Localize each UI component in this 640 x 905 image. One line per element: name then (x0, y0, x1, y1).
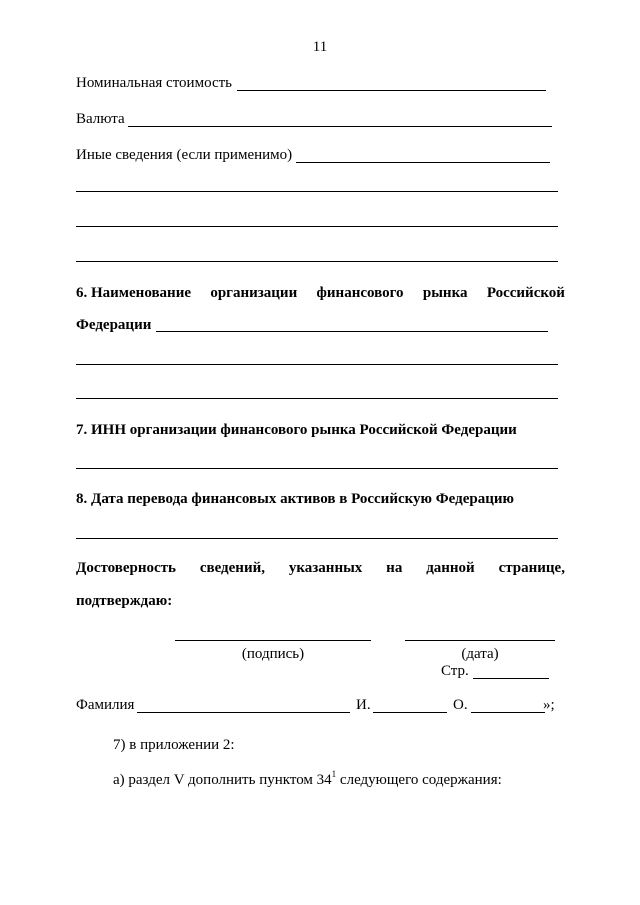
transfer-date-field[interactable] (76, 538, 558, 539)
surname-label: Фамилия (76, 697, 135, 713)
organization-name-line-3[interactable] (76, 398, 558, 399)
organization-name-line-2[interactable] (76, 364, 558, 365)
amendment-item-a (113, 771, 502, 789)
certification-statement (76, 559, 565, 577)
page-number-field[interactable] (473, 678, 549, 679)
section-8-heading: 8. Дата перевода финансовых активов в Российскую Федерацию (76, 491, 514, 507)
other-info-label: Иные сведения (если применимо) (76, 147, 293, 163)
amendment-item-7: 7) в приложении 2: (113, 737, 235, 753)
certification-word: на (386, 560, 403, 576)
certification-word: Достоверность (76, 560, 176, 576)
initial-o-field[interactable] (471, 712, 545, 713)
organization-name-field[interactable] (156, 331, 548, 332)
other-info-field[interactable] (296, 162, 550, 163)
initial-i-field[interactable] (373, 712, 447, 713)
certification-statement-line-2: подтверждаю: (76, 593, 173, 609)
closing-quote: »; (543, 697, 555, 713)
section-6-word: 6. Наименование (76, 285, 191, 301)
date-caption: (дата) (461, 646, 499, 662)
nominal-value-field[interactable] (237, 90, 546, 91)
certification-word: странице, (498, 560, 565, 576)
section-6-heading (76, 284, 565, 302)
signature-field[interactable] (175, 640, 371, 641)
page-label: Стр. (441, 663, 469, 679)
amendment-item-a-text-end: следующего содержания: (336, 772, 502, 788)
section-6-heading-line-2: Федерации (76, 317, 152, 333)
section-6-word: финансового (316, 285, 404, 301)
section-6-word: организации (210, 285, 298, 301)
other-info-line-4[interactable] (76, 261, 558, 262)
currency-label: Валюта (76, 111, 125, 127)
initial-i-label: И. (356, 697, 371, 713)
surname-field[interactable] (137, 712, 350, 713)
other-info-line-2[interactable] (76, 191, 558, 192)
signature-caption: (подпись) (241, 646, 305, 662)
amendment-item-a-text: а) раздел V дополнить пунктом 34 (113, 772, 332, 788)
section-6-word: рынка (422, 285, 468, 301)
inn-field[interactable] (76, 468, 558, 469)
section-7-heading: 7. ИНН организации финансового рынка Российской Федерации (76, 422, 517, 438)
initial-o-label: О. (453, 697, 468, 713)
section-6-word: Российской (486, 285, 565, 301)
other-info-line-3[interactable] (76, 226, 558, 227)
date-field[interactable] (405, 640, 555, 641)
nominal-value-label: Номинальная стоимость (76, 75, 233, 91)
certification-word: сведений, (199, 560, 265, 576)
currency-field[interactable] (128, 126, 552, 127)
certification-word: указанных (288, 560, 363, 576)
certification-word: данной (426, 560, 475, 576)
page-number: 11 (312, 39, 328, 55)
amendment-item-a-superscript: 1 (331, 769, 337, 779)
